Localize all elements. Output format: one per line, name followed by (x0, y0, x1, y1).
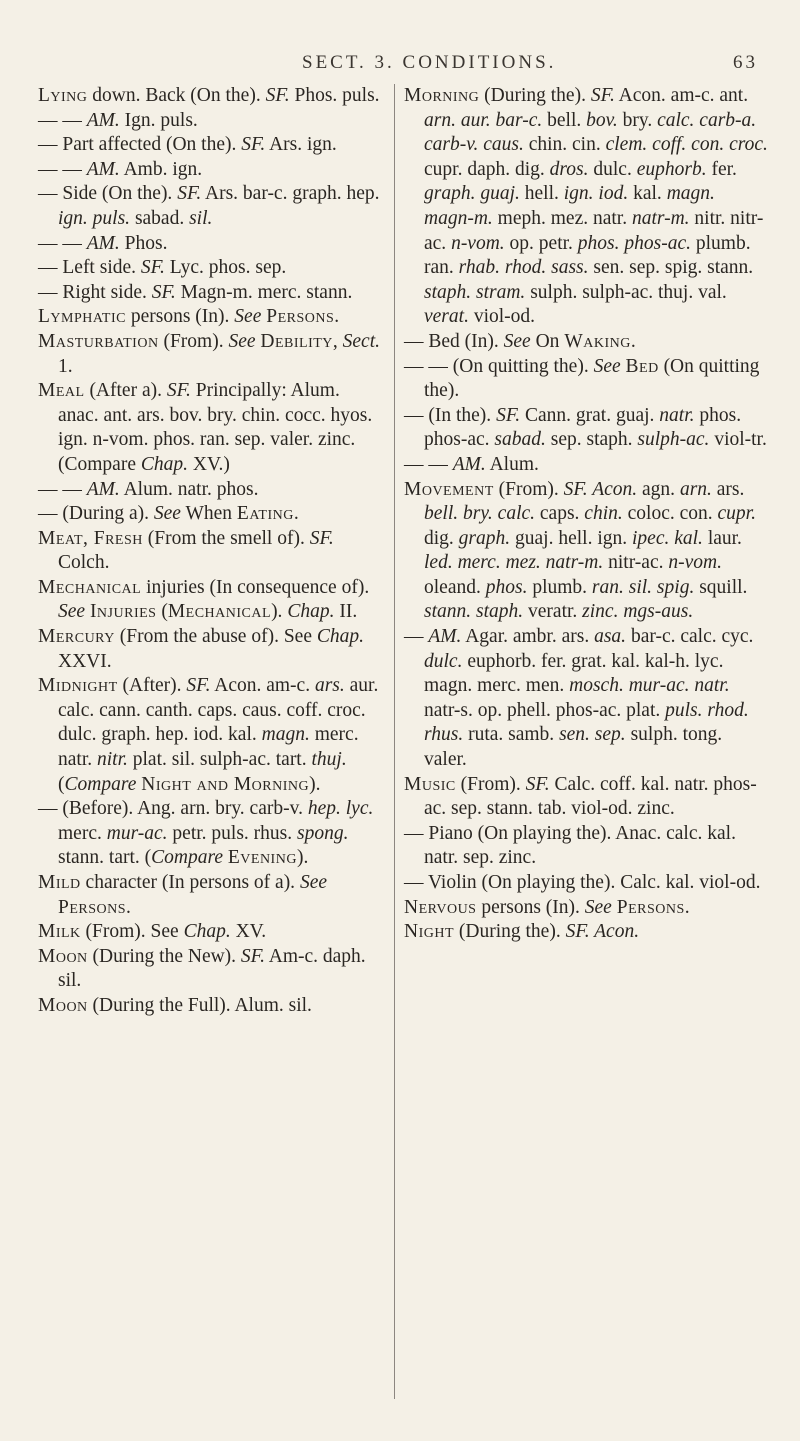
page-number: 63 (733, 52, 758, 73)
index-entry: — — AM. Phos. (38, 232, 168, 254)
index-entry: Moon (During the Full). Alum. sil. (38, 994, 312, 1016)
index-entry: — Piano (On playing the). Anac. calc. kal. natr. sep. zinc. (404, 822, 736, 869)
index-entry: — Left side. SF. Lyc. phos. sep. (38, 257, 287, 279)
index-entry: Lying down. Back (On the). SF. Phos. puls. (38, 85, 380, 106)
index-entry: — — AM. Ign. puls. (38, 109, 198, 131)
index-entry: — Bed (In). See On Waking. (404, 330, 636, 352)
index-entry: — Violin (On playing the). Calc. kal. viol-od. (404, 872, 761, 893)
index-entry: Mercury (From the abuse of). See Chap. XXVI. (38, 626, 364, 672)
index-entry: — AM. Agar. ambr. ars. asa. bar-c. calc. cyc. dulc. euphorb. fer. grat. kal. kal-h. lyc. magn. merc. men. mosch. mur-ac. natr. natr-s. op. phell. phos-ac. plat. puls. rhod. rhus. ruta. samb. sen. sep. sulph. tong. valer. (404, 626, 754, 771)
index-entry: — (In the). SF. Cann. grat. guaj. natr. phos. phos-ac. sabad. sep. staph. sulph-ac. viol-tr. (404, 404, 767, 451)
index-entry: — — (On quitting the). See Bed (On quitting the). (404, 355, 760, 402)
index-entry: — Side (On the). SF. Ars. bar-c. graph. hep. ign. puls. sabad. sil. (38, 183, 380, 229)
index-entry: — — AM. Alum. natr. phos. (38, 478, 259, 500)
index-entry: Music (From). SF. Calc. coff. kal. natr. phos-ac. sep. stann. tab. viol-od. zinc. (404, 773, 757, 820)
section-title: SECT. 3. CONDITIONS. (302, 52, 557, 73)
index-entry: Meal (After a). SF. Principally: Alum. anac. ant. ars. bov. bry. chin. cocc. hyos. ign. n-vom. phos. ran. sep. valer. zinc. (Compare Chap. XV.) (38, 380, 373, 475)
index-entry: Lymphatic persons (In). See Persons. (38, 306, 340, 328)
index-entry: — (During a). See When Eating. (38, 503, 299, 525)
index-entry: Masturbation (From). See Debility, Sect. 1. (38, 330, 381, 377)
column-divider (394, 84, 395, 1399)
index-entry: Morning (During the). SF. Acon. am-c. ant. arn. aur. bar-c. bell. bov. bry. calc. carb-a. carb-v. caus. chin. cin. clem. coff. con. croc. cupr. daph. dig. dros. dulc. euphorb. fer. graph. guaj. hell. ign. iod. kal. magn. magn-m. meph. mez. natr. natr-m. nitr. nitr-ac. n-vom. op. petr. phos. phos-ac. plumb. ran. rhab. rhod. sass. sen. sep. spig. stann. staph. stram. sulph. sulph-ac. thuj. val. verat. viol-od. (404, 85, 768, 328)
index-entry: Night (During the). SF. Acon. (404, 921, 640, 943)
index-entry: Meat, Fresh (From the smell of). SF. Colch. (38, 527, 334, 574)
index-entry: Mechanical injuries (In consequence of). See Injuries (Mechanical). Chap. II. (38, 576, 370, 623)
left-column (38, 84, 382, 1019)
index-entry: — Part affected (On the). SF. Ars. ign. (38, 134, 337, 156)
index-entry: — — AM. Alum. (404, 453, 539, 475)
index-entry: Nervous persons (In). See Persons. (404, 896, 690, 918)
index-entry: — Right side. SF. Magn-m. merc. stann. (38, 281, 353, 303)
index-entry: Milk (From). See Chap. XV. (38, 921, 267, 943)
right-column (404, 84, 768, 945)
index-entry: Movement (From). SF. Acon. agn. arn. ars. bell. bry. calc. caps. chin. coloc. con. cupr. dig. graph. guaj. hell. ign. ipec. kal. laur. led. merc. mez. natr-m. nitr-ac. n-vom. oleand. phos. plumb. ran. sil. spig. squill. stann. staph. veratr. zinc. mgs-aus. (404, 478, 756, 623)
index-entry: Mild character (In persons of a). See Persons. (38, 872, 327, 918)
index-entry: Midnight (After). SF. Acon. am-c. ars. aur. calc. cann. canth. caps. caus. coff. croc. dulc. graph. hep. iod. kal. magn. merc. natr. nitr. plat. sil. sulph-ac. tart. thuj. (Compare Night and Morning). (38, 675, 379, 795)
index-entry: Moon (During the New). SF. Am-c. daph. sil. (38, 945, 366, 992)
index-entry: — (Before). Ang. arn. bry. carb-v. hep. lyc. merc. mur-ac. petr. puls. rhus. spong. stann. tart. (Compare Evening). (38, 798, 374, 869)
index-entry: — — AM. Amb. ign. (38, 158, 203, 180)
